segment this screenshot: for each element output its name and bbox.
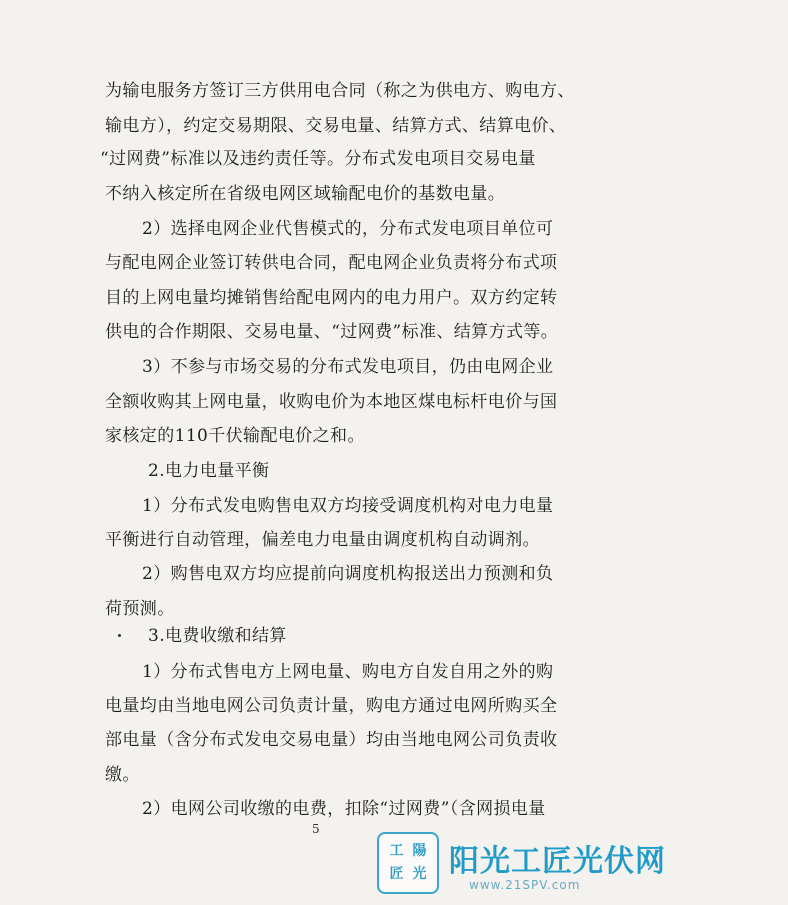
paragraph-line: 1）分布式发电购售电双方均接受调度机构对电力电量 — [142, 496, 554, 516]
paragraph-line: “过网费”标准以及违约责任等。分布式发电项目交易电量 — [100, 149, 536, 169]
watermark — [377, 828, 666, 904]
paragraph-line: 缴。 — [105, 765, 140, 785]
paragraph-line: 2）选择电网企业代售模式的，分布式发电项目单位可 — [142, 219, 554, 239]
seal-char: 陽 — [412, 843, 427, 859]
watermark-title: 阳光工匠光伏网 — [449, 844, 666, 879]
page-number: 5 — [312, 822, 320, 836]
paragraph-line: 2）电网公司收缴的电费，扣除“过网费”（含网损电量 — [142, 799, 546, 819]
paragraph-line: 3）不参与市场交易的分布式发电项目，仍由电网企业 — [142, 357, 554, 377]
paragraph-line: 部电量（含分布式发电交易电量）均由当地电网公司负责收 — [105, 730, 558, 750]
section-heading: 3.电费收缴和结算 — [148, 626, 287, 646]
seal-char: 匠 — [389, 866, 404, 882]
paragraph-line: 电量均由当地电网公司负责计量，购电方通过电网所购买全 — [105, 696, 558, 716]
paragraph-line: 输电方），约定交易期限、交易电量、结算方式、结算电价、 — [105, 116, 567, 136]
paragraph-line: 不纳入核定所在省级电网区域输配电价的基数电量。 — [105, 184, 506, 204]
paragraph-line: 2）购售电双方均应提前向调度机构报送出力预测和负 — [142, 564, 554, 584]
paragraph-line: 全额收购其上网电量，收购电价为本地区煤电标杆电价与国 — [105, 392, 558, 412]
section-heading: 2.电力电量平衡 — [148, 461, 270, 481]
paragraph-line: 目的上网电量均摊销售给配电网内的电力用户。双方约定转 — [105, 288, 558, 308]
paragraph-line: 荷预测。 — [105, 599, 175, 619]
paragraph-line: 1）分布式售电方上网电量、购电方自发自用之外的购 — [142, 662, 554, 682]
paragraph-line: 平衡进行自动管理，偏差电力电量由调度机构自动调剂。 — [105, 530, 540, 550]
watermark-seal-logo — [377, 832, 439, 894]
paragraph-line: 供电的合作期限、交易电量、“过网费”标准、结算方式等。 — [105, 322, 559, 342]
watermark-url: www.21SPV.com — [469, 878, 581, 892]
paragraph-line: 为输电服务方签订三方供用电合同（称之为供电方、购电方、 — [105, 81, 575, 101]
paragraph-line: 家核定的110千伏输配电价之和。 — [105, 426, 365, 446]
paragraph-line: 与配电网企业签订转供电合同，配电网企业负责将分布式项 — [105, 253, 558, 273]
seal-char: 工 — [389, 843, 404, 859]
seal-char: 光 — [412, 866, 427, 882]
